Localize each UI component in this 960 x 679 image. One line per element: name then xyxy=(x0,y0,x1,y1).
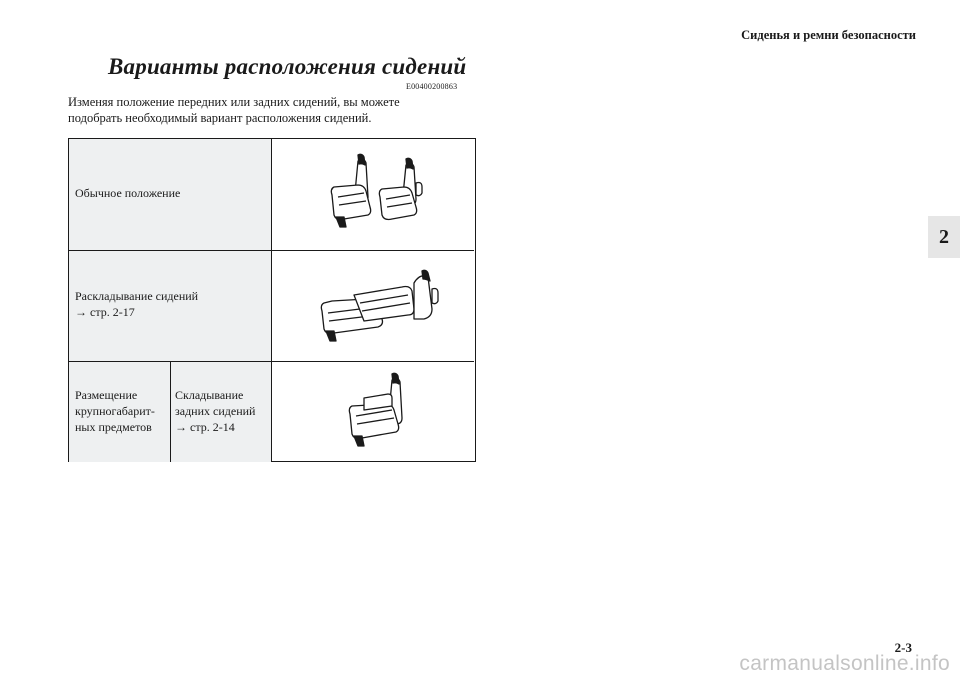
row-cargo-sub-label-cell xyxy=(170,361,271,462)
watermark: carmanualsonline.info xyxy=(739,652,950,675)
row-cargo-sub-label-line: Складывание xyxy=(175,388,244,402)
section-title: Варианты расположения сидений xyxy=(108,54,467,79)
page-number: 2-3 xyxy=(894,640,912,655)
intro-line: Изменяя положение передних или задних сидений, вы можете xyxy=(68,95,400,109)
row-cargo-label-line: крупногабарит- xyxy=(75,404,155,418)
row-cargo-label-cell xyxy=(69,361,170,462)
running-header: Сиденья и ремни безопасности xyxy=(741,28,916,42)
row-flat-label-cell xyxy=(69,250,271,361)
intro-line: подобрать необходимый вариант расположения сидений. xyxy=(68,111,372,125)
seat-options-table xyxy=(68,138,476,462)
row-flat-illustration-cell xyxy=(271,250,474,361)
row-cargo-page-ref[interactable]: → стр. 2-14 xyxy=(175,420,235,434)
row-flat-label: Раскладывание сидений xyxy=(75,289,199,303)
row-cargo-label-line: Размещение xyxy=(75,388,138,402)
row-cargo-sub-label-line: задних сидений xyxy=(175,404,256,418)
row-normal-label: Обычное положение xyxy=(75,186,181,200)
row-cargo-illustration-cell xyxy=(271,361,474,462)
seats-normal-icon xyxy=(324,153,434,233)
row-cargo-label-line: ных предметов xyxy=(75,420,152,434)
row-flat-page-ref[interactable]: → стр. 2-17 xyxy=(75,305,135,319)
row-normal-illustration-cell xyxy=(271,139,474,250)
seats-folded-icon xyxy=(342,372,422,452)
seats-flat-icon xyxy=(314,269,444,347)
intro-paragraph xyxy=(68,94,488,126)
reference-code: E00400200863 xyxy=(406,82,458,91)
row-normal-label-cell xyxy=(69,139,271,250)
chapter-tab[interactable]: 2 xyxy=(928,216,960,258)
